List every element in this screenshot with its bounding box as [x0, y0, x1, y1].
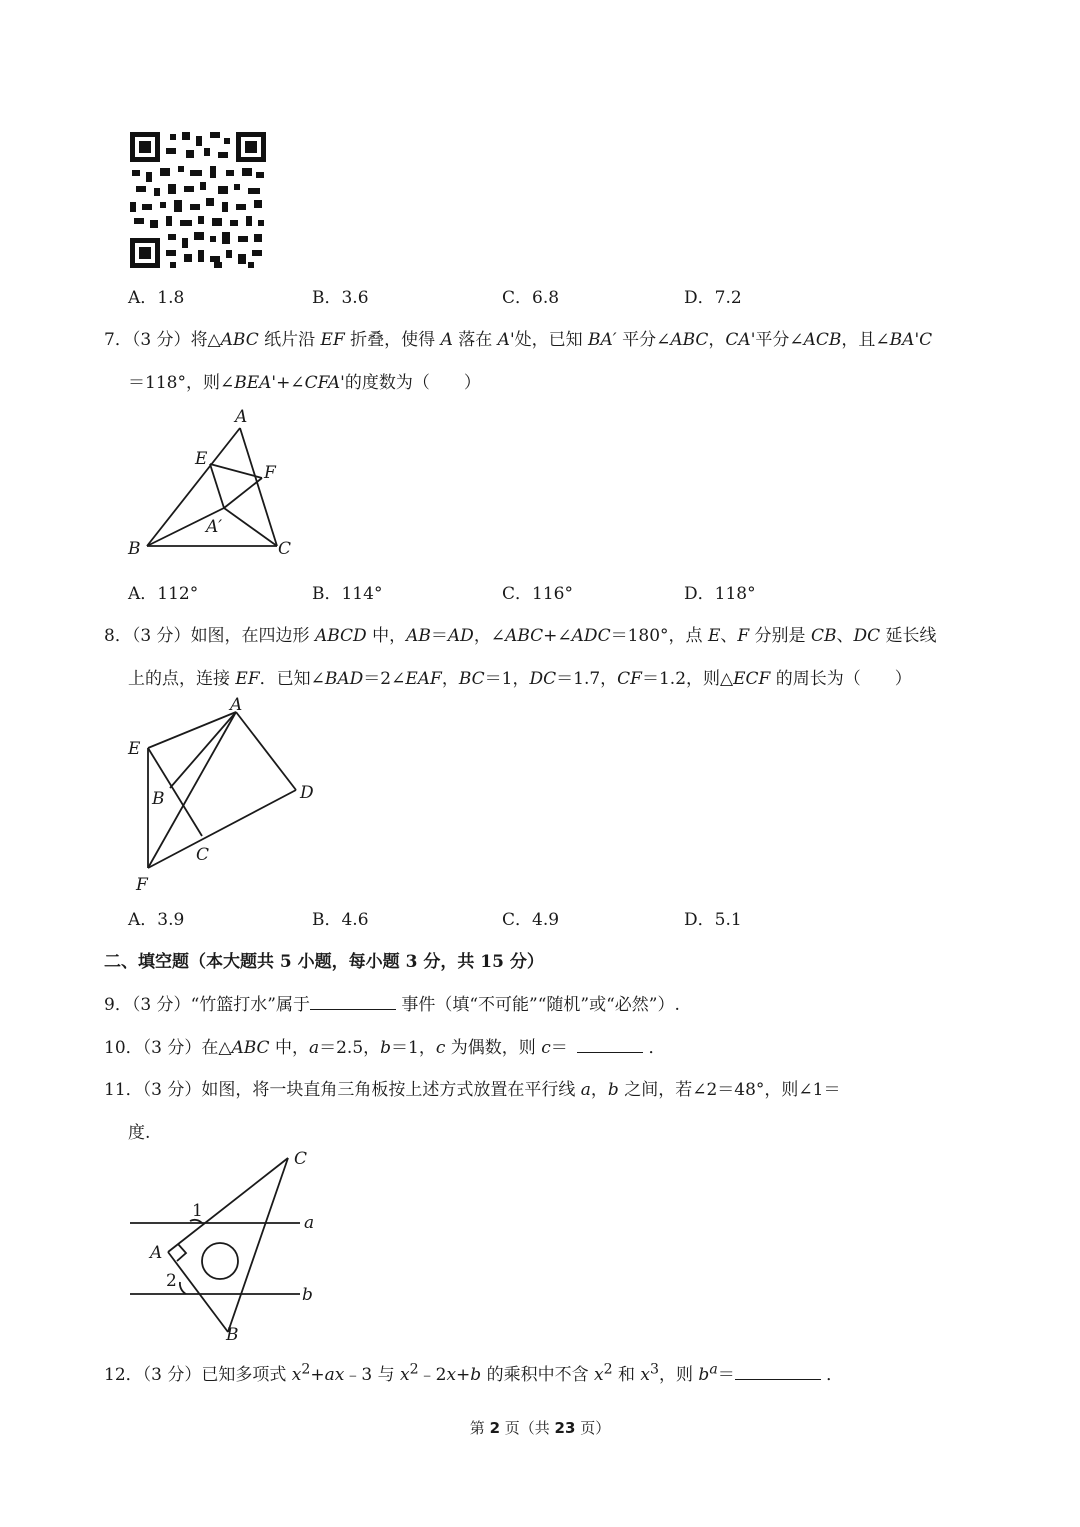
q7-label-f: F — [264, 463, 276, 483]
q8-line1: 8．（3 分）如图，在四边形 ABCD 中，AB＝AD，∠ABC+∠ADC＝180°，点 E、F 分别是 CB、DC 延长线 — [104, 626, 937, 646]
q8-label-c: C — [196, 845, 210, 865]
q8-label-a: A — [230, 695, 243, 715]
q8-figure — [120, 692, 330, 897]
q11-line1: 11．（3 分）如图，将一块直角三角板按上述方式放置在平行线 a，b 之间，若∠2＝48°，则∠1＝ — [104, 1080, 841, 1100]
q12-answer-blank[interactable] — [735, 1361, 821, 1380]
q8-label-e: E — [128, 739, 141, 759]
q7-figure — [120, 400, 300, 560]
q10-line: 10．（3 分）在△ABC 中，a＝2.5，b＝1，c 为偶数，则 c＝ ． — [104, 1033, 666, 1058]
q11-label-c: C — [294, 1149, 308, 1169]
q7-label-a: A — [235, 407, 248, 427]
q9-line: 9．（3 分）“竹篮打水”属于 事件（填“不可能”“随机”或“必然”）. — [104, 990, 680, 1015]
q9-answer-blank[interactable] — [310, 991, 396, 1010]
q11-label-a: A — [150, 1243, 163, 1263]
q7-label-e: E — [195, 449, 208, 469]
q6-option-d: D．7.2 — [684, 288, 742, 308]
q6-option-c: C．6.8 — [502, 288, 560, 308]
q8-option-b: B．4.6 — [312, 910, 369, 930]
q8-label-d: D — [300, 783, 314, 803]
q8-option-c: C．4.9 — [502, 910, 560, 930]
q10-answer-blank[interactable] — [577, 1034, 643, 1053]
q8-option-d: D．5.1 — [684, 910, 742, 930]
q11-label-angle1: 1 — [192, 1201, 203, 1221]
q7-option-c: C．116° — [502, 584, 573, 604]
q11-label-b: B — [226, 1325, 239, 1345]
section-heading: 二、填空题（本大题共 5 小题，每小题 3 分，共 15 分） — [104, 952, 544, 972]
q12-line: 12．（3 分）已知多项式 $x^2+ax﹣3$ 与 $x^2﹣2x+b$ 的乘积中不含 $x^2$ 和 $x^3$，则 $b^a=$ ． — [104, 1361, 844, 1385]
q6-option-b: B．3.6 — [312, 288, 369, 308]
q11-label-line-a: a — [304, 1213, 315, 1233]
q7-label-c: C — [278, 539, 292, 559]
q8-line2: 上的点，连接 EF．已知∠BAD＝2∠EAF，BC＝1，DC＝1.7，CF＝1.2，则△ECF 的周长为（ ） — [128, 669, 912, 689]
q11-label-angle2: 2 — [166, 1271, 177, 1291]
q7-label-a-prime: A′ — [206, 517, 223, 537]
q8-label-b: B — [152, 789, 165, 809]
page-footer: 第 2 页（共 23 页） — [469, 1419, 611, 1437]
q6-option-a: A．1.8 — [128, 288, 185, 308]
q11-line2: 度. — [128, 1123, 151, 1143]
q7-option-d: D．118° — [684, 584, 756, 604]
q8-option-a: A．3.9 — [128, 910, 185, 930]
q7-line2: ＝118°，则∠BEA'+∠CFA'的度数为（ ） — [128, 373, 481, 393]
q11-figure — [120, 1140, 330, 1345]
q7-line1: 7．（3 分）将△ABC 纸片沿 EF 折叠，使得 A 落在 A'处，已知 BA′ 平分∠ABC，CA'平分∠ACB，且∠BA'C — [104, 330, 933, 350]
q7-option-b: B．114° — [312, 584, 383, 604]
q8-label-f: F — [136, 875, 148, 895]
q7-option-a: A．112° — [128, 584, 199, 604]
qr-code — [130, 132, 266, 268]
q11-label-line-b: b — [302, 1285, 313, 1305]
q7-label-b: B — [128, 539, 141, 559]
